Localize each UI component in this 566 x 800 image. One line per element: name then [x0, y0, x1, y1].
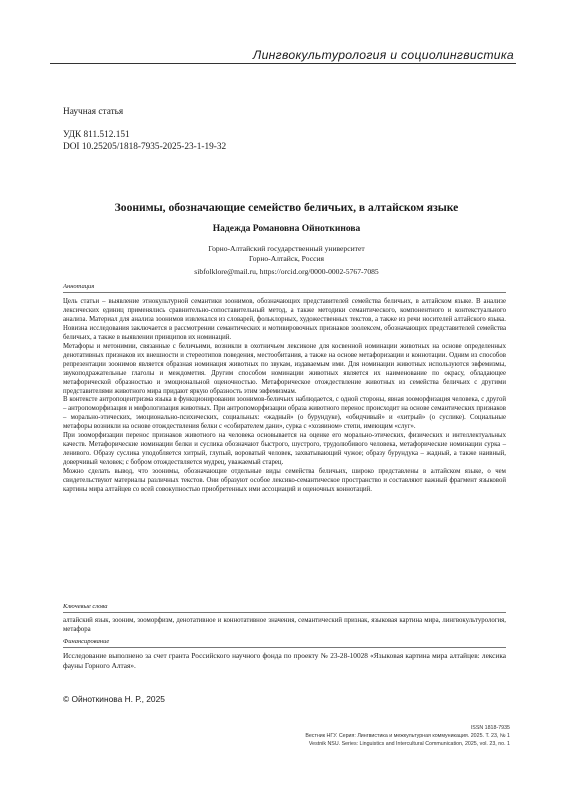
author-city: Горно-Алтайск, Россия	[249, 254, 324, 263]
copyright: © Ойноткинова Н. Р., 2025	[63, 694, 165, 704]
keywords-label: Ключевые слова	[63, 603, 108, 610]
abstract-paragraph: Цель статьи – выявление этнокультурной семантики зоонимов, обозначающих представителей семейства беличьих, в алтайском языке. В анализе лексических единиц применялись сравнительно-сопоставительный метод, а также методики семантического, компонентного и контекстуального анализа. Материал для анализа зоонимов извлекался из словарей, фольклорных, художественных текстов, а также из речи носителей алтайского языка. Новизна исследования заключается в рассмотрении семантических и мотивировочных признаков зоолексем, обозначающих представителей семейства беличьих, а также в выявлении принципов их номинаций.	[63, 298, 506, 341]
header-rule	[50, 63, 516, 64]
funding-rule	[63, 647, 506, 648]
abstract-rule	[63, 292, 506, 293]
keywords-text: алтайский язык, зооним, зооморфизм, денотативное и коннотативное значения, семантический признак, языковая картина мира, лингвокультурология, метафора	[63, 617, 506, 633]
abstract-paragraph: Метафоры и метонимии, связанные с беличьими, возникли в охотничьем лексиконе для косвенной номинации животных на основе определенных денотативных признаков их внешности и стереотипов поведения, местообитания, а также на основе метафоризации и коннотации. Одним из способов репрезентации зоонимов является образная номинация животных по звукам, издаваемым ими. Для номинации животных используются эвфемизмы, звукоподражательные глаголы и междометия. Другим способом номинации животных является их наименование по окрасу, обладающее метафорической образностью и эмоциональной оценочностью. Метафорическое отождествление животных из семейства беличьих с другими представителями животного мира придают яркую образность этим эвфемизмам.	[63, 342, 506, 395]
footer-journal-ru: Вестник НГУ. Серия: Лингвистика и межкультурная коммуникация. 2025. Т. 23, № 1	[305, 733, 510, 739]
funding-label: Финансирование	[63, 638, 110, 645]
abstract-body	[63, 298, 506, 495]
abstract-paragraph: Можно сделать вывод, что зоонимы, обозначающие отдельные виды семейства беличьих, широко представлены в алтайском языке, о чем свидетельствуют материалы различных текстов. Они образуют особое лексико-семантическое пространство и составляют важный фрагмент языковой картины мира алтайцев со всей совокупностью приобретенных ими ассоциаций и оценочных коннотаций.	[63, 468, 506, 494]
udk: УДК 811.512.151	[63, 130, 130, 140]
article-title: Зоонимы, обозначающие семейство беличьих, в алтайском языке	[114, 201, 459, 214]
doi: DOI 10.25205/1818-7935-2025-23-1-19-32	[63, 142, 227, 152]
abstract-paragraph: В контексте антропоцентризма языка в функционировании зоонимов-беличьих наблюдается, с одной стороны, явная зооморфизация человека, с другой – антропоморфизация и мифологизация животных. При антропоморфизации образа животного перенос происходит на основе семантических признаков – морально-этических, эмоционально-психических, социальных: «жадный» (о бурундуке), «обидчивый» и «хитрый» (о суслике). Социальные метафоры возникли на основе отождествления белки с «собирателем дани», сурка с «хозяином» степи, имеющим «слуг».	[63, 396, 506, 431]
author-name: Надежда Романовна Ойноткинова	[212, 224, 361, 234]
article-type: Научная статья	[63, 107, 124, 117]
abstract-label: Аннотация	[63, 283, 95, 290]
author-contact: sibfolklore@mail.ru, https://orcid.org/0000-0002-5767-7085	[194, 267, 379, 276]
footer-issn: ISSN 1818-7935	[470, 725, 510, 731]
keywords-rule	[63, 612, 506, 613]
author-affiliation: Горно-Алтайский государственный университет	[208, 244, 365, 253]
abstract-paragraph: При зооморфизации перенос признаков животного на человека основывается на оценке его морально-этических, физических и интеллектуальных качеств. Метафорические номинации белки и суслика обозначают быстрого, шустрого, трудолюбивого человека, метафорические номинации сурка – ленивого. Образу суслика уподобляется хитрый, глупый, вороватый человек, захватывающий чужое; образу бурундука – жадный, а также наивный, доверчивый человек; с бобром отождествляется мудрец, уважаемый старец.	[63, 432, 506, 467]
funding-text: Исследование выполнено за счет гранта Российского научного фонда по проекту № 23-28-10028 «Языковая картина мира алтайцев: лексика фауны Горного Алтая».	[63, 651, 506, 670]
footer-journal-en: Vestnik NSU. Series: Linguistics and Intercultural Communication, 2025, vol. 23, no. 1	[308, 741, 510, 747]
running-header: Лингвокультурология и социолингвистика	[252, 48, 514, 62]
